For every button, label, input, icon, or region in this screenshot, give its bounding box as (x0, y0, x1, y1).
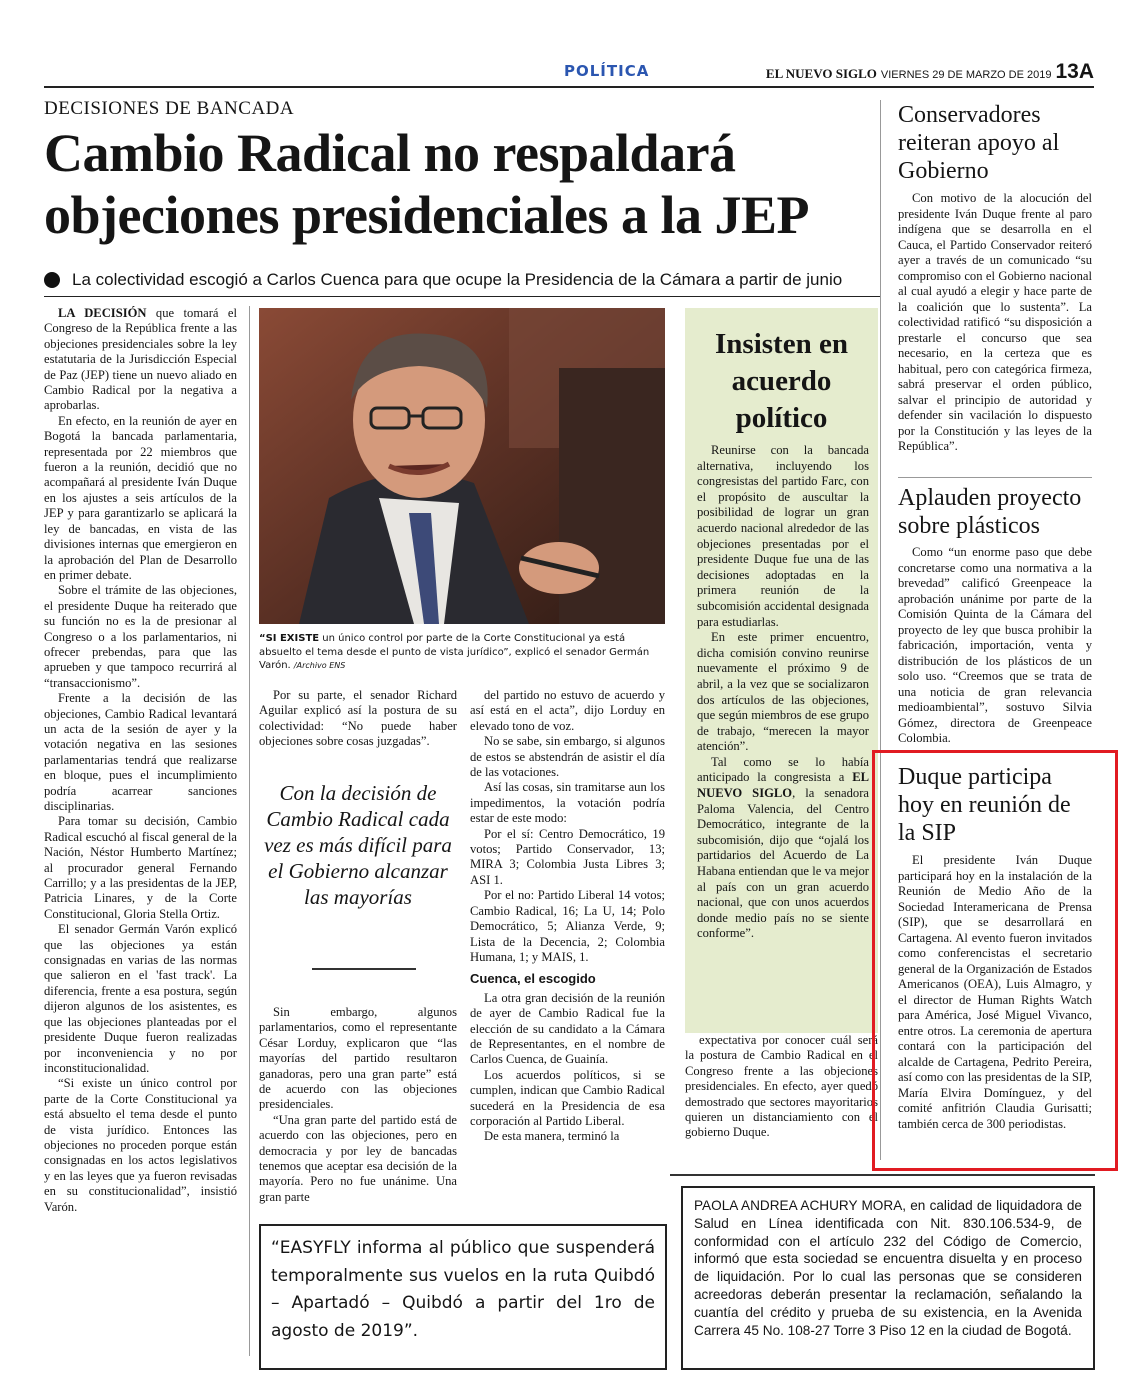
pull-quote-rule (312, 968, 416, 970)
bullet-icon (44, 272, 60, 288)
article-photo (259, 308, 665, 624)
paragraph: El presidente Iván Duque participará hoy en la instalación de la Reunión de Medio Año de la Sociedad Interamericana de Prensa (SIP), que se desarrollará en Cartagena. Al evento fueron invitados como conferencistas el secretario general de la Organización de Estados Americanos (OEA), Luis Almagro, y el director de Human Rights Watch para América, José Miguel Vivanco, entre otros. La ceremonia de apertura contará con la participación del alcalde de Cartagena, Pedrito Pereira, así como con las presidentas de la SIP, María Elvira Domínguez, y del comité anfitrión Claudia Gurisatti; también cerca de 300 periodistas. (898, 853, 1092, 1131)
paragraph-text: Tal como se lo había anticipado la congresista a (697, 754, 869, 785)
pull-quote: Con la decisión de Cambio Radical cada vez es más difícil para el Gobierno alcanzar las mayorías (264, 781, 452, 909)
paragraph: “Una gran parte del partido está de acuerdo con las objeciones, pero en democracia y por ley de bancadas tenemos que aceptar esa decisión de la mayoría. Pero no fue unánime. Una gran parte (259, 1112, 457, 1204)
caption-text: un único control por parte de la Corte Constitucional ya está absuelto el tema desde el punto de vista jurídico”, explicó el senador Germán Varón. (259, 633, 650, 671)
paragraph: No se sabe, sin embargo, si algunos de estos se abstendrán de asistir el día de las votaciones. (470, 734, 665, 780)
deck-rule (44, 296, 881, 297)
caption-lead: “SI EXISTE (259, 633, 320, 644)
lead-in: LA DECISIÓN (58, 306, 147, 320)
brief-body-sip (898, 853, 1092, 1132)
senator-photo-illustration (259, 308, 665, 624)
article-headline: Cambio Radical no respaldará objeciones presidenciales a la JEP (44, 123, 809, 245)
article-column-2-continued (259, 1005, 457, 1205)
page-number: 13A (1055, 60, 1094, 83)
brief-body-plasticos (898, 545, 1092, 747)
folio (766, 60, 1094, 84)
paragraph: Los acuerdos políticos, si se cumplen, indican que Cambio Radical sucederá en la Presidencia de esa corporación al Partido Liberal. (470, 1067, 665, 1128)
article-column-3 (470, 688, 665, 1145)
paragraph: Por su parte, el senador Richard Aguilar explicó así la postura de su colectividad: “No puede haber objeciones sobre cosas juzgadas”. (259, 688, 457, 749)
section-label: POLÍTICA (564, 62, 650, 80)
paragraph: Sobre el trámite de las objeciones, el presidente Duque ha reiterado que su función no es la de presionar al Congreso o a los parlamentarios, ni ofrecer prebendas, para que las aprueben y que tampoco recurrirá al “transaccionismo”. (44, 583, 237, 690)
header-rule (44, 86, 1094, 88)
subheading: Cuenca, el escogido (470, 971, 596, 987)
paragraph: “Si existe un único control por parte de la Corte Constitucional ya está absuelto el tema desde el punto de vista jurídico. Entonces las objeciones no proceden porque están consignadas en los actos legislativos y en las leyes que ya fueron revisadas en su constitucionalidad”, insistió Varón. (44, 1076, 237, 1214)
paragraph-text: , la senadora Paloma Valencia, del Centro Democrático, integrante de la subcomisión, dijo que “ojalá los partidarios del Acuerdo de La Habana entiendan que le va mejor al país con un gran acuerdo nacional, que con unos acuerdos donde medio país no se siente conforme”. (697, 786, 869, 941)
paragraph: expectativa por conocer cuál será la postura de Cambio Radical en el Congreso frente a las objeciones presidenciales. En efecto, ayer quedó demostrado que sectores mayoritarios quieren un distanciamiento con el gobierno Duque. (685, 1033, 878, 1140)
paper-mention: EL NUEVO SIGLO (697, 770, 869, 801)
paper-name: EL NUEVO SIGLO (765, 66, 877, 81)
article-column-1 (44, 306, 237, 1215)
issue-date: VIERNES 29 DE MARZO DE 2019 (880, 69, 1052, 81)
brief-title-conservadores: Conservadores reiteran apoyo al Gobierno (898, 102, 1060, 184)
paragraph (44, 306, 237, 414)
article-deck (44, 270, 894, 290)
paragraph: Por el sí: Centro Democrático, 19 votos; Partido Conservador, 13; MIRA 3; Colombia Justa Libres 3; ASI 1. (470, 826, 665, 887)
brief-title-plasticos: Aplauden proyecto sobre plásticos (898, 485, 1082, 539)
notice-rule (670, 1174, 1095, 1176)
column-divider (249, 306, 250, 1356)
brief-title-sip: Duque participa hoy en reunión de la SIP (898, 764, 1071, 846)
paragraph: del partido no estuvo de acuerdo y así está en el acta”, dijo Lorduy en elevado tono de voz. (470, 688, 665, 733)
photo-credit: /Archivo ENS (293, 661, 346, 670)
liquidation-notice: PAOLA ANDREA ACHURY MORA, en calidad de liquidadora de Salud en Línea identificada con Nit. 830.106.534-9, de conformidad con el artículo 232 del Código de Comercio, informó que esta sociedad se encuentra disuelta y en proceso de liquidación. Por lo cual las personas que se consideren acreedoras deberán presentar la reclamación, señalando la cuantía del crédito y prueba de su existencia, en la Avenida Carrera 45 No. 108-27 Torre 3 Piso 12 en la ciudad de Bogotá. (681, 1186, 1095, 1370)
easyfly-notice: “EASYFLY informa al público que suspenderá temporalmente sus vuelos en la ruta Quibdó – Apartadó – Quibdó a partir del 1ro de agosto de 2019”. (259, 1224, 667, 1370)
paragraph: Para tomar su decisión, Cambio Radical escuchó al fiscal general de la Nación, Néstor Humberto Martínez; al procurador general Fernando Carrillo; y a las presidentas de la JEP, Patricia Linares, y de la Corte Constitucional, Gloria Stella Ortiz. (44, 814, 237, 921)
paragraph: Así las cosas, sin tramitarse aun los impedimentos, la votación podría estar de este modo: (470, 780, 665, 826)
deck-text: La colectividad escogió a Carlos Cuenca para que ocupe la Presidencia de la Cámara a partir de junio (72, 270, 843, 289)
paragraph: En este primer encuentro, dicha comisión convino reunirse nuevamente el próximo 9 de abril, a la vez que se socializaron dos artículos de las objeciones, que según miembros de ese grupo de trabajo, “merecen la mayor atención”. (697, 630, 869, 754)
paragraph: Con motivo de la alocución del presidente Iván Duque frente al paro indígena que se desarrolla en el Cauca, el Partido Conservador reiteró ayer a través de un comunicado “su compromiso con el Gobierno nacional al cual ayudó a elegir y hace parte de la coalición que lo sustenta”. La colectividad ratificó “su disposición a prestarle el concurso que sea necesario, en la certeza que es habitual, pero con categórica firmeza, sabrá preservar el orden público, salvar el principio de autoridad y defender sin vacilación lo dispuesto por la Constitución y las leyes de la República”. (898, 191, 1092, 453)
brief-separator (898, 477, 1092, 478)
article-kicker: DECISIONES DE BANCADA (44, 98, 295, 119)
sidebar-title: Insisten en acuerdo político (715, 328, 848, 434)
paragraph: De esta manera, terminó la (484, 1129, 620, 1144)
page-header (44, 62, 1094, 84)
paragraph: Reunirse con la bancada alternativa, incluyendo los congresistas del partido Farc, con el propósito de auscultar la posibilidad de lograr un gran acuerdo nacional alrededor de las objeciones presentadas por el presidente Duque fue una de las decisiones adoptadas en la primera reunión de la subcomisión accidental designada para estudiarlas. (697, 443, 869, 629)
sidebar-body (697, 443, 869, 942)
paragraph: El senador Germán Varón explicó que las objeciones ya están consignadas en varias de las normas que salieron en el 'fast track'. La diferencia, frente a esa postura, según dijeron algunos de los asistentes, es que las objeciones planteadas por el presidente Duque fueron realizadas por inconveniencia y no por inconstitucionalidad. (44, 922, 237, 1075)
photo-caption (259, 632, 665, 673)
paragraph: Por el no: Partido Liberal 14 votos; Cambio Radical, 16; La U, 14; Polo Democrático, 5; Alianza Verde, 9; Lista de la Decencia, 2; Colombia Humana, 1; y MAIS, 1. (470, 888, 665, 964)
paragraph: Sin embargo, algunos parlamentarios, como el representante César Lorduy, explicaron que “las mayorías del partido resultaron ganadoras, pero una gran parte” está de acuerdo con las objeciones presidenciales. (259, 1005, 457, 1112)
paragraph: La otra gran decisión de la reunión de ayer de Cambio Radical fue la elección de su candidato a la Cámara de Representantes, en el nombre de Carlos Cuenca, de Guainía. (470, 990, 665, 1067)
paragraph: En efecto, en la reunión de ayer en Bogotá la bancada parlamentaria, representada por 22 miembros que fueron a la reunión, decidió que no acompañará al presidente Iván Duque en los ajustes a seis artículos de la JEP y para garantizarlo se aplicará la ley de bancadas, en vista de las divisiones internas que emergieron en la aprobación del Plan de Desarrollo en primer debate. (44, 413, 237, 582)
article-continuation (685, 1033, 878, 1141)
paragraph (697, 755, 869, 942)
paragraph: Como “un enorme paso que debe concretarse como una normativa a la brevedad” calificó Greenpeace la aprobación unánime por parte de la Comisión Quinta de la Cámara del proyecto de ley que busca prohibir la fabricación, importación, venta y distribución de los plásticos de un solo uso. “Creemos que se trata de una noticia de gran relevancia medioambiental”, sostuvo Silvia Gómez, directora de Greenpeace Colombia. (898, 545, 1092, 745)
brief-body-conservadores (898, 191, 1092, 455)
paragraph: Frente a la decisión de las objeciones, Cambio Radical levantará un acta de la sesión de ayer y la votación negativa en las sesiones parlamentarias tendrá que realizarse en bloque, pues el incumplimiento podría acarrear sanciones disciplinarias. (44, 691, 237, 813)
article-column-2 (259, 688, 457, 750)
paragraph-text: que tomará el Congreso de la República frente a las objeciones presidenciales sobre la ley estatutaria de la Jurisdicción Especial de Paz (JEP) tiene un nuevo aliado en Cambio Radical por la negativa a aprobarlas. (44, 306, 238, 413)
